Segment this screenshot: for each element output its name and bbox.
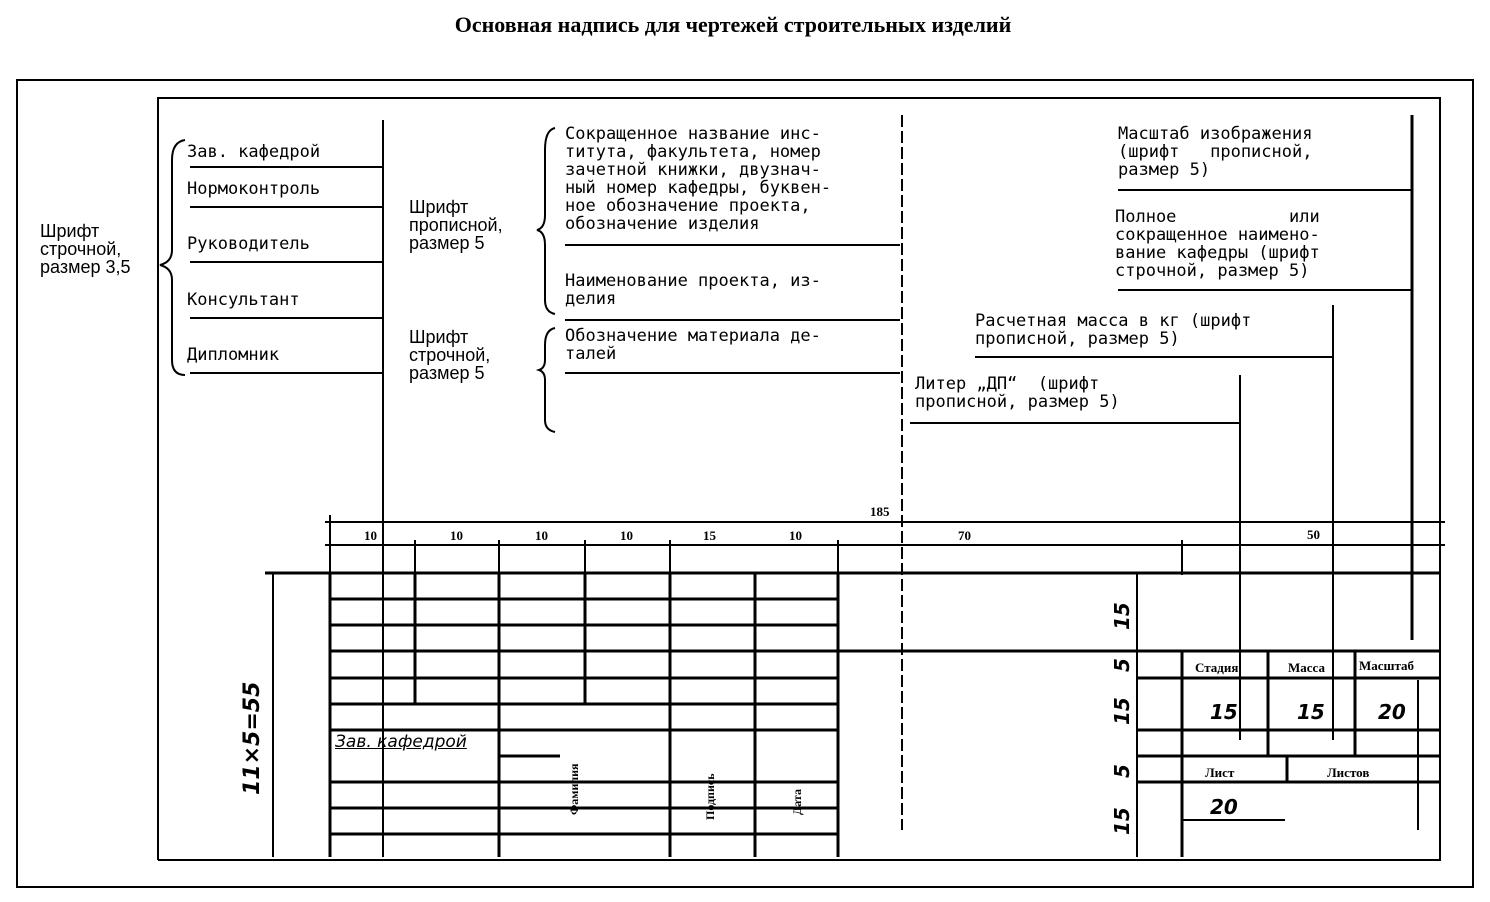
dim-mass-width: 15 [1297,700,1325,724]
dim-scale-width: 20 [1378,700,1406,724]
label-mass: Масса [1288,660,1325,675]
middle-font-note-lower: Шрифт строчной, размер 5 [409,327,491,383]
dim-row-5: 15 [1110,807,1134,835]
field-material: Обозначение материала де- талей [565,326,821,364]
col-signature: Подпись [703,773,717,820]
dim-sheet-width: 20 [1210,795,1238,819]
dim-col-3: 10 [535,528,548,543]
title-block-grid [265,573,1440,857]
role-consultant: Консультант [187,290,300,310]
dim-col-6: 10 [789,528,802,543]
role-norm-control: Нормоконтроль [187,179,321,199]
left-brace [160,140,185,375]
dim-right: 50 [1307,527,1320,542]
dim-row-3: 15 [1110,697,1134,725]
dept-note: Полное или сокращенное наимено- вание кафедры (шрифт строчной, размер 5) [1115,207,1320,281]
dim-col-5: 15 [703,528,716,543]
dim-middle: 70 [958,528,971,543]
scale-note: Масштаб изображения (шрифт прописной, размер 5) [1118,124,1313,180]
role-head-of-dept: Зав. кафедрой [187,142,321,162]
dim-row-1: 15 [1110,602,1134,630]
col-surname: Фамилия [567,763,581,815]
liter-note: Литер „ДП“ (шрифт прописной, размер 5) [915,374,1120,412]
dim-col-1: 10 [364,528,377,543]
middle-brace-1 [537,128,555,314]
middle-brace-2 [539,328,555,432]
mass-note: Расчетная масса в кг (шрифт прописной, размер 5) [975,311,1252,349]
dim-col-4: 10 [620,528,633,543]
middle-font-note-upper: Шрифт прописной, размер 5 [409,197,503,253]
page-title: Основная надпись для чертежей строительных изделий [454,12,1012,37]
label-scale: Масштаб [1359,658,1415,673]
dim-total: 185 [870,504,890,519]
dim-stage-width: 15 [1210,700,1238,724]
dim-height-total: 11×5=55 [240,681,265,795]
label-sheets: Листов [1327,765,1370,780]
handwritten-head-of-dept: Зав. кафедрой [335,732,467,752]
left-font-note: Шрифт строчной, размер 3,5 [40,221,131,277]
role-graduate: Дипломник [187,345,280,365]
dim-col-2: 10 [450,528,463,543]
label-sheet: Лист [1205,765,1235,780]
field-project-name: Наименование проекта, из- делия [565,271,821,309]
dim-row-2: 5 [1110,658,1134,672]
role-supervisor: Руководитель [187,234,310,254]
label-stage: Стадия [1195,660,1239,675]
field-institute: Сокращенное название инс- титута, факультета, номер зачетной книжки, двузнач- ный номер кафедры, буквен- ное обозначение проекта, обозначение изделия [565,124,832,234]
dim-row-4: 5 [1110,764,1134,778]
col-date: Дата [790,789,804,815]
